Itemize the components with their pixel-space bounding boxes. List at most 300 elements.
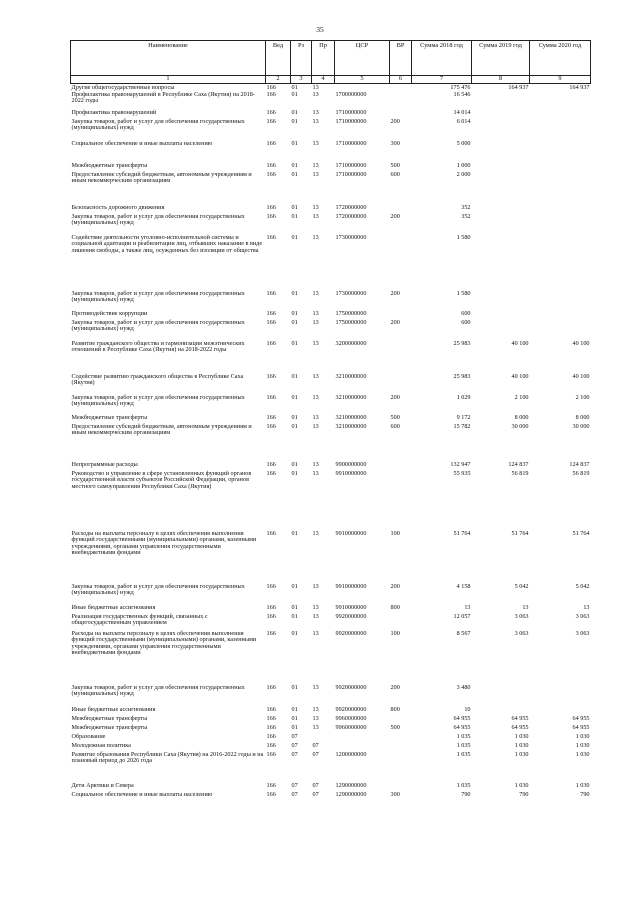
row-name: Безопасность дорожного движения xyxy=(71,203,165,211)
row-csr: 1750000000 xyxy=(335,309,367,317)
row-name: Закупка товаров, работ и услуг для обеспечения государственных (муниципальных) нужд xyxy=(71,289,245,304)
row-sum-2019 xyxy=(472,119,530,141)
row-sum-2020: 40 100 xyxy=(572,339,590,347)
row-pr: 13 xyxy=(312,683,319,691)
row-csr: 9900000000 xyxy=(335,460,367,468)
row-sum-2020 xyxy=(530,235,591,291)
column-number: 9 xyxy=(530,76,591,84)
row-rz: 01 xyxy=(291,289,298,297)
row-pr: 13 xyxy=(312,723,319,731)
column-number: 2 xyxy=(266,76,291,84)
row-ved: 166 xyxy=(266,161,276,169)
row-name: Закупка товаров, работ и услуг для обеспечения государственных (муниципальных) нужд xyxy=(71,117,245,132)
row-pr: 13 xyxy=(312,393,319,401)
row-rz: 01 xyxy=(291,203,298,211)
row-name: Противодействие коррупции xyxy=(71,309,148,317)
row-sum-2018: 51 764 xyxy=(453,529,471,537)
row-vr: 600 xyxy=(390,422,400,430)
row-sum-2020: 1 030 xyxy=(575,781,590,789)
row-csr: 1290000000 xyxy=(335,790,367,798)
row-rz: 01 xyxy=(291,161,298,169)
column-number: 4 xyxy=(312,76,335,84)
row-pr: 13 xyxy=(312,460,319,468)
column-number: 8 xyxy=(472,76,530,84)
row-csr: 9960000000 xyxy=(335,723,367,731)
row-ved: 166 xyxy=(266,139,276,147)
row-ved: 166 xyxy=(266,339,276,347)
row-sum-2019 xyxy=(472,214,530,235)
row-vr xyxy=(390,92,412,110)
row-sum-2020 xyxy=(530,92,591,110)
table-row xyxy=(71,320,591,341)
table-row xyxy=(71,341,591,374)
table-row xyxy=(71,374,591,395)
row-csr: 1200000000 xyxy=(335,750,367,758)
row-rz: 01 xyxy=(291,318,298,326)
row-sum-2019: 5 042 xyxy=(514,582,529,590)
row-name: Иные бюджетные ассигнования xyxy=(71,705,156,713)
row-name: Межбюджетные трансферты xyxy=(71,161,148,169)
row-vr: 200 xyxy=(390,289,400,297)
row-sum-2020 xyxy=(530,685,591,707)
row-name: Образование xyxy=(71,732,106,740)
row-rz: 01 xyxy=(291,170,298,178)
row-pr: 13 xyxy=(312,90,319,98)
header-sum-2020: Сумма 2020 год xyxy=(530,41,591,76)
row-rz: 01 xyxy=(291,393,298,401)
row-rz: 01 xyxy=(291,683,298,691)
row-sum-2018: 790 xyxy=(461,790,471,798)
row-ved: 166 xyxy=(266,732,276,740)
row-sum-2020: 790 xyxy=(580,790,590,798)
row-csr: 9920000000 xyxy=(335,705,367,713)
row-sum-2018: 352 xyxy=(461,212,471,220)
row-name: Закупка товаров, работ и услуг для обеспечения государственных (муниципальных) нужд xyxy=(71,212,245,227)
row-sum-2020: 1 030 xyxy=(575,732,590,740)
row-name: Закупка товаров, работ и услуг для обеспечения государственных (муниципальных) нужд xyxy=(71,683,245,698)
row-csr: 9960000000 xyxy=(335,714,367,722)
row-sum-2020: 8 000 xyxy=(575,413,590,421)
row-csr: 9920000000 xyxy=(335,612,367,620)
row-csr: 1730000000 xyxy=(335,289,367,297)
row-name: Руководство и управление в сфере установленных функций органов государственной власти субъектов Российской Федерации, органов местного самоуправления Республики Саха (Якутия) xyxy=(71,469,252,490)
row-sum-2020: 64 955 xyxy=(572,723,590,731)
row-sum-2019: 8 000 xyxy=(514,413,529,421)
row-pr: 07 xyxy=(312,781,319,789)
column-number: 7 xyxy=(412,76,472,84)
row-name: Другие общегосударственные вопросы xyxy=(71,84,175,91)
row-ved: 166 xyxy=(266,705,276,713)
row-vr xyxy=(390,235,412,291)
row-pr: 13 xyxy=(312,233,319,241)
row-rz: 01 xyxy=(291,212,298,220)
row-sum-2019: 1 030 xyxy=(514,781,529,789)
row-sum-2020: 64 955 xyxy=(572,714,590,722)
row-sum-2019 xyxy=(472,141,530,163)
row-pr: 13 xyxy=(312,203,319,211)
row-csr: 3200000000 xyxy=(335,339,367,347)
row-ved: 166 xyxy=(266,582,276,590)
row-name: Предоставление субсидий бюджетным, автономным учреждениям и иным некоммерческим организациям xyxy=(71,422,252,437)
row-ved: 166 xyxy=(266,714,276,722)
row-name: Иные бюджетные ассигнования xyxy=(71,603,156,611)
row-pr: 13 xyxy=(312,339,319,347)
row-csr: 1750000000 xyxy=(335,318,367,326)
row-sum-2018: 175 476 xyxy=(450,84,471,91)
row-vr: 300 xyxy=(390,790,400,798)
row-sum-2019 xyxy=(472,205,530,214)
page-number: 35 xyxy=(316,25,324,34)
row-ved: 166 xyxy=(266,309,276,317)
row-name: Социальное обеспечение и иные выплаты населению xyxy=(71,139,213,147)
row-name: Непрограммные расходы xyxy=(71,460,138,468)
row-name: Развитие гражданского общества и гармонизация межэтнических отношений в Республике Саха (Якутия) на 2018-2022 годы xyxy=(71,339,245,354)
row-sum-2019 xyxy=(472,110,530,119)
row-vr xyxy=(390,614,412,631)
row-csr: 3210000000 xyxy=(335,422,367,430)
row-ved: 166 xyxy=(266,612,276,620)
row-name: Профилактика правонарушений xyxy=(71,108,157,116)
row-rz: 01 xyxy=(291,84,298,91)
row-sum-2018: 4 158 xyxy=(456,582,471,590)
row-vr: 600 xyxy=(390,170,400,178)
row-sum-2018: 15 782 xyxy=(453,422,471,430)
row-csr: 1710000000 xyxy=(335,108,367,116)
row-csr: 9910000000 xyxy=(335,469,367,477)
row-vr: 500 xyxy=(390,723,400,731)
row-sum-2020: 56 819 xyxy=(572,469,590,477)
row-pr: 13 xyxy=(312,289,319,297)
row-ved: 166 xyxy=(266,529,276,537)
header-ved: Вед xyxy=(266,41,291,76)
row-sum-2018: 64 955 xyxy=(453,714,471,722)
row-sum-2018: 132 947 xyxy=(450,460,471,468)
row-ved: 166 xyxy=(266,108,276,116)
row-sum-2019 xyxy=(472,685,530,707)
row-sum-2020: 30 000 xyxy=(572,422,590,430)
row-sum-2019 xyxy=(472,311,530,320)
table-row xyxy=(71,92,591,110)
row-csr: 1720000000 xyxy=(335,212,367,220)
row-sum-2018: 6 014 xyxy=(456,117,471,125)
row-csr: 9910000000 xyxy=(335,529,367,537)
row-csr: 3210000000 xyxy=(335,413,367,421)
row-csr: 1710000000 xyxy=(335,161,367,169)
column-number: 6 xyxy=(390,76,412,84)
row-rz: 07 xyxy=(291,781,298,789)
row-sum-2018: 64 955 xyxy=(453,723,471,731)
row-vr xyxy=(390,734,412,743)
row-rz: 01 xyxy=(291,460,298,468)
row-sum-2018: 1 035 xyxy=(456,750,471,758)
row-pr: 13 xyxy=(312,170,319,178)
column-number: 5 xyxy=(335,76,390,84)
table-row xyxy=(71,685,591,707)
row-sum-2018: 25 983 xyxy=(453,339,471,347)
row-name: Межбюджетные трансферты xyxy=(71,714,148,722)
budget-table xyxy=(70,40,591,801)
header-sum-2018: Сумма 2018 год xyxy=(412,41,472,76)
header-name: Наименование xyxy=(71,41,266,76)
row-sum-2020 xyxy=(530,110,591,119)
row-csr: 1730000000 xyxy=(335,233,367,241)
row-sum-2020: 13 xyxy=(583,603,590,611)
row-sum-2018: 12 057 xyxy=(453,612,471,620)
row-csr: 9910000000 xyxy=(335,582,367,590)
row-ved: 166 xyxy=(266,203,276,211)
row-sum-2019 xyxy=(472,291,530,311)
row-pr: 13 xyxy=(312,582,319,590)
table-row xyxy=(71,725,591,734)
row-vr xyxy=(390,84,412,92)
table-row xyxy=(71,235,591,291)
row-name: Профилактика правонарушений в Республике Саха (Якутия) на 2018-2022 годы xyxy=(71,90,255,105)
header-rz: Рз xyxy=(291,41,312,76)
row-vr xyxy=(390,341,412,374)
row-rz: 07 xyxy=(291,750,298,758)
row-vr: 200 xyxy=(390,318,400,326)
row-rz: 01 xyxy=(291,309,298,317)
row-sum-2018: 1 035 xyxy=(456,781,471,789)
row-ved: 166 xyxy=(266,460,276,468)
row-sum-2019: 164 937 xyxy=(508,84,529,91)
row-csr: 3210000000 xyxy=(335,372,367,380)
table-row xyxy=(71,631,591,685)
row-vr: 200 xyxy=(390,393,400,401)
row-vr: 100 xyxy=(390,529,400,537)
row-rz: 01 xyxy=(291,117,298,125)
row-pr: 13 xyxy=(312,714,319,722)
table-row xyxy=(71,471,591,531)
row-ved: 166 xyxy=(266,212,276,220)
row-ved: 166 xyxy=(266,413,276,421)
table-row xyxy=(71,734,591,743)
row-sum-2020: 1 030 xyxy=(575,741,590,749)
row-pr: 13 xyxy=(312,139,319,147)
row-sum-2018: 1 000 xyxy=(456,161,471,169)
row-vr: 800 xyxy=(390,603,400,611)
row-sum-2018: 16 546 xyxy=(453,90,471,98)
row-pr: 13 xyxy=(312,108,319,116)
row-sum-2019: 790 xyxy=(519,790,529,798)
row-ved: 166 xyxy=(266,170,276,178)
row-sum-2018: 8 567 xyxy=(456,629,471,637)
row-sum-2018: 1 580 xyxy=(456,289,471,297)
column-number-row xyxy=(71,76,591,84)
row-sum-2019 xyxy=(472,92,530,110)
row-vr: 500 xyxy=(390,161,400,169)
row-pr: 13 xyxy=(312,612,319,620)
row-sum-2018: 25 983 xyxy=(453,372,471,380)
row-sum-2018: 600 xyxy=(461,309,471,317)
header-vr: ВР xyxy=(390,41,412,76)
row-rz: 01 xyxy=(291,629,298,637)
row-name: Социальное обеспечение и иные выплаты населению xyxy=(71,790,213,798)
row-name: Межбюджетные трансферты xyxy=(71,723,148,731)
row-ved: 166 xyxy=(266,289,276,297)
row-sum-2019 xyxy=(472,320,530,341)
row-csr xyxy=(335,734,390,743)
row-ved: 166 xyxy=(266,603,276,611)
row-ved: 166 xyxy=(266,683,276,691)
row-vr: 200 xyxy=(390,582,400,590)
row-rz: 01 xyxy=(291,413,298,421)
row-rz: 01 xyxy=(291,705,298,713)
row-rz: 01 xyxy=(291,372,298,380)
row-csr: 1710000000 xyxy=(335,117,367,125)
row-sum-2020: 5 042 xyxy=(575,582,590,590)
row-rz: 01 xyxy=(291,723,298,731)
row-pr: 13 xyxy=(312,318,319,326)
row-sum-2019: 30 000 xyxy=(511,422,529,430)
row-sum-2020 xyxy=(530,163,591,172)
row-pr: 13 xyxy=(312,309,319,317)
row-sum-2019 xyxy=(472,235,530,291)
row-pr: 13 xyxy=(312,705,319,713)
row-sum-2019: 1 030 xyxy=(514,732,529,740)
row-vr: 200 xyxy=(390,212,400,220)
row-sum-2018: 3 480 xyxy=(456,683,471,691)
table-row xyxy=(71,614,591,631)
header-csr: ЦСР xyxy=(335,41,390,76)
row-name: Расходы на выплаты персоналу в целях обеспечения выполнения функций государственными (муниципальными) органами, казенными учреждениями, органами управления государственными внебюджетными фондами xyxy=(71,629,257,657)
row-vr: 500 xyxy=(390,413,400,421)
row-name: Закупка товаров, работ и услуг для обеспечения государственных (муниципальных) нужд xyxy=(71,582,245,597)
row-ved: 166 xyxy=(266,318,276,326)
row-csr: 9920000000 xyxy=(335,629,367,637)
row-sum-2019: 124 837 xyxy=(508,460,529,468)
row-vr: 200 xyxy=(390,683,400,691)
row-sum-2020 xyxy=(530,205,591,214)
row-name: Содействие деятельности уголовно-исполнительной системы и социальной адаптации и реабилитации лиц, отбывших наказание в виде лишения свободы, а также лиц, осужденных без изоляции от общества xyxy=(71,233,263,254)
row-name: Закупка товаров, работ и услуг для обеспечения государственных (муниципальных) нужд xyxy=(71,318,245,333)
row-vr: 100 xyxy=(390,629,400,637)
row-pr: 13 xyxy=(312,212,319,220)
row-rz: 01 xyxy=(291,339,298,347)
row-sum-2018: 1 035 xyxy=(456,732,471,740)
header-sum-2019: Сумма 2019 год xyxy=(472,41,530,76)
table-row xyxy=(71,291,591,311)
row-pr: 07 xyxy=(312,750,319,758)
row-sum-2020: 51 764 xyxy=(572,529,590,537)
row-rz: 07 xyxy=(291,741,298,749)
row-rz: 01 xyxy=(291,469,298,477)
row-rz: 01 xyxy=(291,90,298,98)
table-row xyxy=(71,424,591,462)
row-sum-2020 xyxy=(530,311,591,320)
row-sum-2019 xyxy=(472,172,530,205)
row-ved: 166 xyxy=(266,469,276,477)
row-pr: 13 xyxy=(312,161,319,169)
row-csr: 9920000000 xyxy=(335,683,367,691)
row-ved: 166 xyxy=(266,117,276,125)
row-sum-2019: 64 955 xyxy=(511,723,529,731)
row-pr: 13 xyxy=(312,422,319,430)
row-name: Предоставление субсидий бюджетным, автономным учреждениям и иным некоммерческим организациям xyxy=(71,170,252,185)
row-ved: 166 xyxy=(266,372,276,380)
row-csr: 1720000000 xyxy=(335,203,367,211)
table-row xyxy=(71,119,591,141)
header-pr: Пр xyxy=(312,41,335,76)
row-sum-2019: 3 063 xyxy=(514,612,529,620)
row-vr xyxy=(390,462,412,471)
row-pr: 13 xyxy=(312,372,319,380)
row-sum-2020: 3 063 xyxy=(575,629,590,637)
row-sum-2020 xyxy=(530,214,591,235)
row-vr xyxy=(390,471,412,531)
row-sum-2020: 2 100 xyxy=(575,393,590,401)
row-vr: 200 xyxy=(390,117,400,125)
row-vr xyxy=(390,752,412,783)
row-sum-2019: 40 100 xyxy=(511,372,529,380)
row-sum-2018: 5 000 xyxy=(456,139,471,147)
table-row xyxy=(71,395,591,415)
row-pr: 13 xyxy=(312,84,319,91)
row-sum-2019: 1 030 xyxy=(514,741,529,749)
row-sum-2019: 51 764 xyxy=(511,529,529,537)
row-name: Закупка товаров, работ и услуг для обеспечения государственных (муниципальных) нужд xyxy=(71,393,245,408)
row-sum-2020 xyxy=(530,291,591,311)
row-sum-2018: 2 000 xyxy=(456,170,471,178)
row-sum-2018: 9 172 xyxy=(456,413,471,421)
row-rz: 01 xyxy=(291,422,298,430)
row-sum-2018: 352 xyxy=(461,203,471,211)
row-ved: 166 xyxy=(266,393,276,401)
row-sum-2020: 40 100 xyxy=(572,372,590,380)
row-rz: 01 xyxy=(291,233,298,241)
row-sum-2018: 10 xyxy=(464,705,471,713)
row-ved: 166 xyxy=(266,629,276,637)
row-rz: 01 xyxy=(291,529,298,537)
table-row xyxy=(71,141,591,163)
row-pr: 13 xyxy=(312,413,319,421)
row-sum-2020 xyxy=(530,119,591,141)
row-sum-2020: 1 030 xyxy=(575,750,590,758)
table-row xyxy=(71,172,591,205)
row-vr: 800 xyxy=(390,705,400,713)
row-csr: 9910000000 xyxy=(335,603,367,611)
row-ved: 166 xyxy=(266,790,276,798)
row-name: Расходы на выплаты персоналу в целях обеспечения выполнения функций государственными (муниципальными) органами, казенными учреждениями, органами управления государственными внебюджетными фондами xyxy=(71,529,257,557)
row-csr: 3210000000 xyxy=(335,393,367,401)
row-ved: 166 xyxy=(266,723,276,731)
row-csr: 1290000000 xyxy=(335,781,367,789)
row-sum-2020: 164 937 xyxy=(569,84,590,91)
row-rz: 01 xyxy=(291,612,298,620)
row-name: Реализация государственных функций, связанных с общегосударственным управлением xyxy=(71,612,208,627)
row-sum-2018: 600 xyxy=(461,318,471,326)
row-sum-2020: 124 837 xyxy=(569,460,590,468)
row-rz: 01 xyxy=(291,139,298,147)
row-ved: 166 xyxy=(266,90,276,98)
row-vr: 300 xyxy=(390,139,400,147)
row-sum-2018: 1 580 xyxy=(456,233,471,241)
row-pr: 07 xyxy=(312,790,319,798)
row-sum-2019: 56 819 xyxy=(511,469,529,477)
row-vr xyxy=(390,374,412,395)
table-row xyxy=(71,752,591,783)
row-sum-2018: 13 xyxy=(464,603,471,611)
table-row xyxy=(71,214,591,235)
row-ved: 166 xyxy=(266,233,276,241)
row-pr: 13 xyxy=(312,603,319,611)
row-sum-2019: 1 030 xyxy=(514,750,529,758)
column-number: 1 xyxy=(71,76,266,84)
table-row xyxy=(71,531,591,584)
row-rz: 01 xyxy=(291,582,298,590)
row-pr: 13 xyxy=(312,469,319,477)
row-name: Молодежная политика xyxy=(71,741,131,749)
